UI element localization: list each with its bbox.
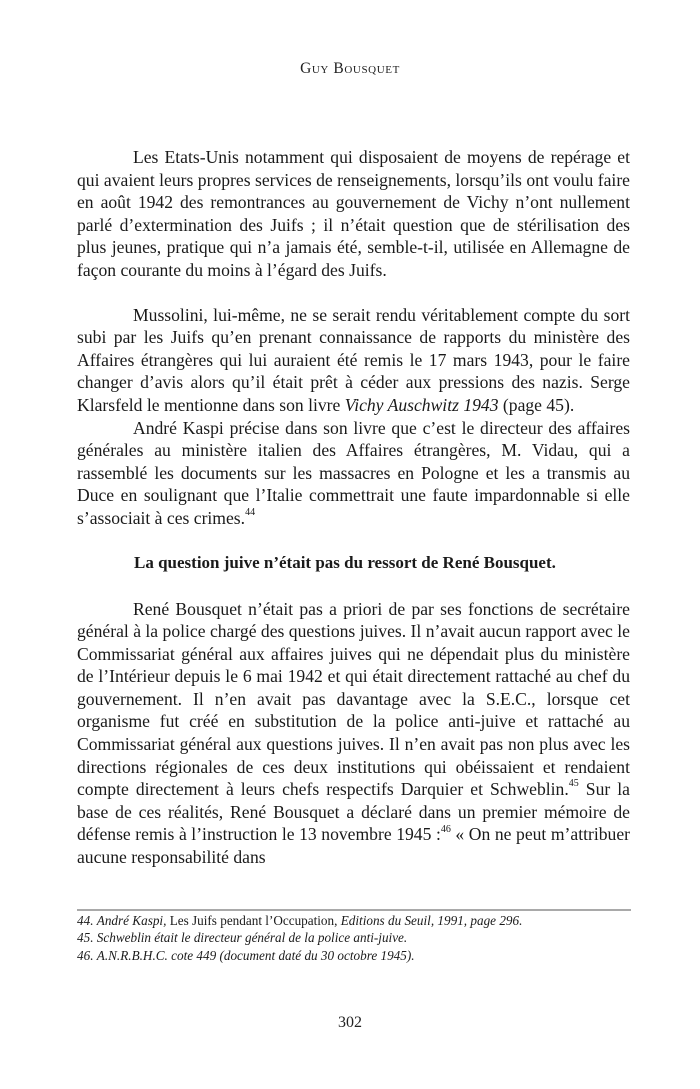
footnote-46 <box>77 947 637 964</box>
paragraph-bousquet-text-a: René Bousquet n’était pas a priori de par ses fonctions de secrétaire général à la police chargé des questions juives. Il n’avait aucun rapport avec le Commissariat général aux affaires juives qui ne dépendait plus du ministère de l’Intérieur depuis le 6 mai 1942 et qui était directement rattaché au chef du gouvernement. Il n’en avait pas davantage avec la S.E.C., lorsque cet organisme fut créé en substitution de la police anti-juive et rattaché au Commissariat général aux questions juives. Il n’en avait pas non plus avec les directions régionales de ces deux institutions qui obéissaient et rendaient compte directement à leurs chefs respectifs Darquier et Schweblin. <box>77 598 630 800</box>
paragraph-mussolini-text: Mussolini, lui-même, ne se serait rendu véritablement compte du sort subi par les Juifs qu’en prenant connaissance de rapports du ministère des Affaires étrangères qui lui auraient été remis le 17 mars 1943, pour le faire changer d’avis alors qu’il était prêt à céder aux pressions des nazis. Serge Klarsfeld le mentionne dans son livre <box>77 304 630 415</box>
footnotes <box>77 912 637 964</box>
paragraph-bousquet <box>77 598 630 869</box>
footnote-44-publisher: Editions du Seuil, 1991, page 296. <box>337 913 523 928</box>
paragraph-mussolini <box>77 304 630 417</box>
paragraph-bousquet-text-c: « On ne peut m’attribuer aucune responsabilité dans <box>77 824 631 868</box>
footnote-ref-45[interactable]: 45 <box>568 778 579 790</box>
body-text <box>77 146 630 869</box>
footnote-44-title: Les Juifs pendant l’Occupation, <box>166 913 338 928</box>
book-title-vichy-auschwitz: Vichy Auschwitz 1943 <box>344 394 499 415</box>
footnote-45-text: Schweblin était le directeur général de la police anti-juive. <box>96 930 408 946</box>
section-heading: La question juive n’était pas du ressort de René Bousquet. <box>134 552 556 572</box>
footnote-divider <box>77 909 631 911</box>
footnote-44-number: 44. <box>77 913 94 928</box>
footnote-ref-44[interactable]: 44 <box>245 507 256 519</box>
footnote-44 <box>77 912 637 929</box>
running-head: Guy Bousquet <box>300 60 400 77</box>
page-number: 302 <box>338 1014 362 1031</box>
paragraph-bousquet-text-b: Sur la base de ces réalités, René Bousquet a déclaré dans un premier mémoire de défense remis à l’instruction le 13 novembre 1945 : <box>77 779 630 845</box>
paragraph-kaspi-text: André Kaspi précise dans son livre que c’est le directeur des affaires générales au ministère italien des Affaires étrangères, M. Vidau, qui a rassemblé les documents sur les massacres en Pologne et les a transmis au Duce en soulignant que l’Italie commettrait une faute impardonnable si elle s’associait à ces crimes. <box>77 417 630 528</box>
paragraph-kaspi <box>77 417 630 530</box>
paragraph-etats-unis: Les Etats-Unis notamment qui disposaient de moyens de repérage et qui avaient leurs propres services de renseignements, lorsqu’ils ont voulu faire en août 1942 des remontrances au gouvernement de Vichy n’ont nullement parlé d’extermination des Juifs ; il n’était question que de stérilisation des plus jeunes, pratique qui n’a jamais été, semble-t-il, utilisée en Allemagne de façon courante du moins à l’égard des Juifs. <box>77 147 630 280</box>
footnote-ref-46[interactable]: 46 <box>440 823 451 835</box>
footnote-44-author: André Kaspi, <box>96 913 167 928</box>
footnote-46-text: A.N.R.B.H.C. cote 449 (document daté du 30 octobre 1945). <box>96 947 415 963</box>
footnote-46-number: 46. <box>77 947 94 963</box>
paragraph-mussolini-page-ref: (page 45). <box>498 394 575 415</box>
footnote-45-number: 45. <box>77 930 94 946</box>
footnote-45 <box>77 929 637 946</box>
